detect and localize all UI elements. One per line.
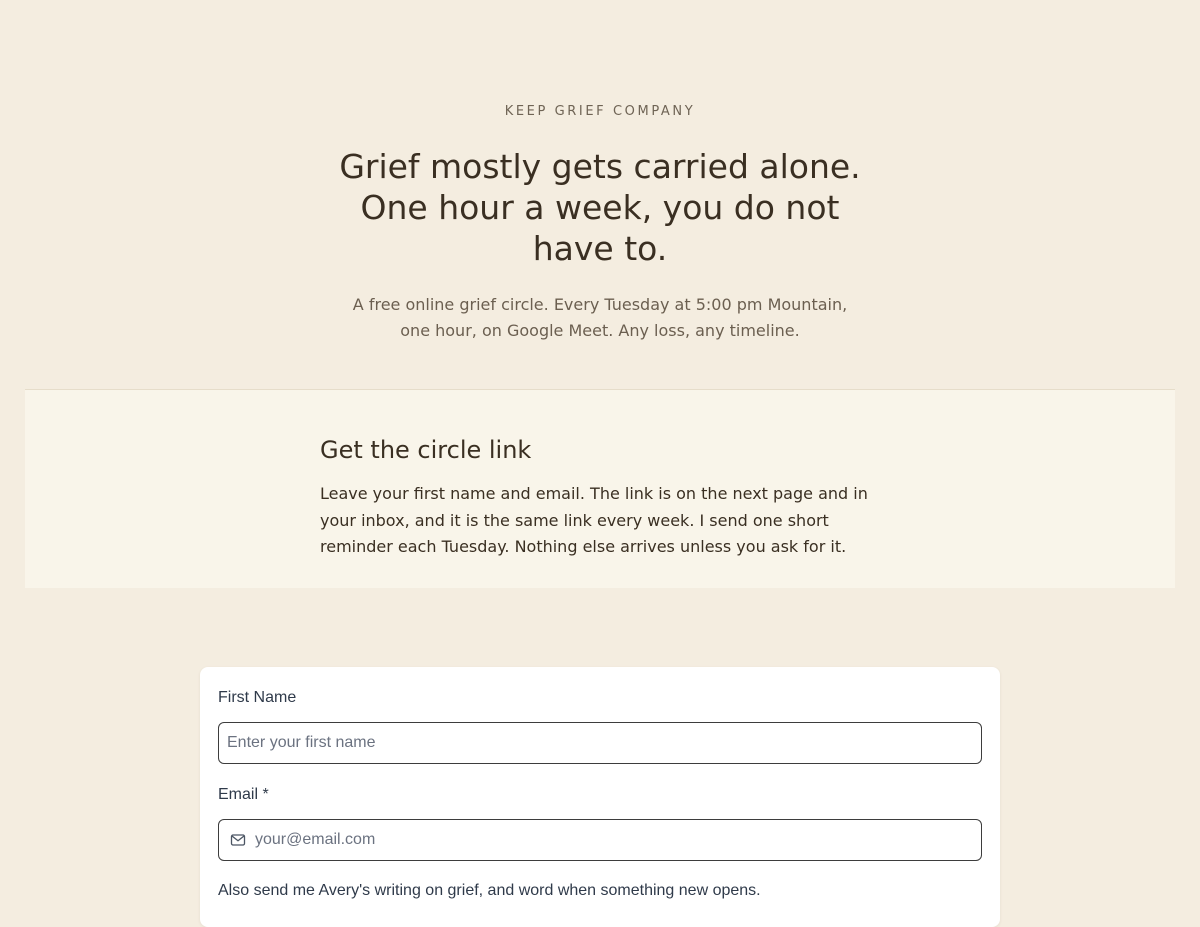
email-label: Email *: [218, 786, 269, 803]
mail-icon: [230, 832, 246, 848]
first-name-label: First Name: [218, 689, 297, 706]
eyebrow: KEEP GRIEF COMPANY: [504, 104, 696, 119]
newsletter-optin-label[interactable]: Also send me Avery's writing on grief, and word when something new opens.: [218, 882, 761, 899]
email-input[interactable]: [218, 819, 982, 861]
signup-title: Get the circle link: [320, 436, 532, 464]
first-name-input[interactable]: [218, 722, 982, 764]
signup-description: Leave your first name and email. The link is on the next page and in your inbox, and it is the same link every week. I send one short reminder each Tuesday. Nothing else arrives unless you ask for it.: [320, 484, 868, 556]
page-headline: Grief mostly gets carried alone. One hour a week, you do not have to.: [339, 147, 861, 268]
hero-subtitle: A free online grief circle. Every Tuesday at 5:00 pm Mountain, one hour, on Google Meet. Any loss, any timeline.: [352, 295, 848, 340]
